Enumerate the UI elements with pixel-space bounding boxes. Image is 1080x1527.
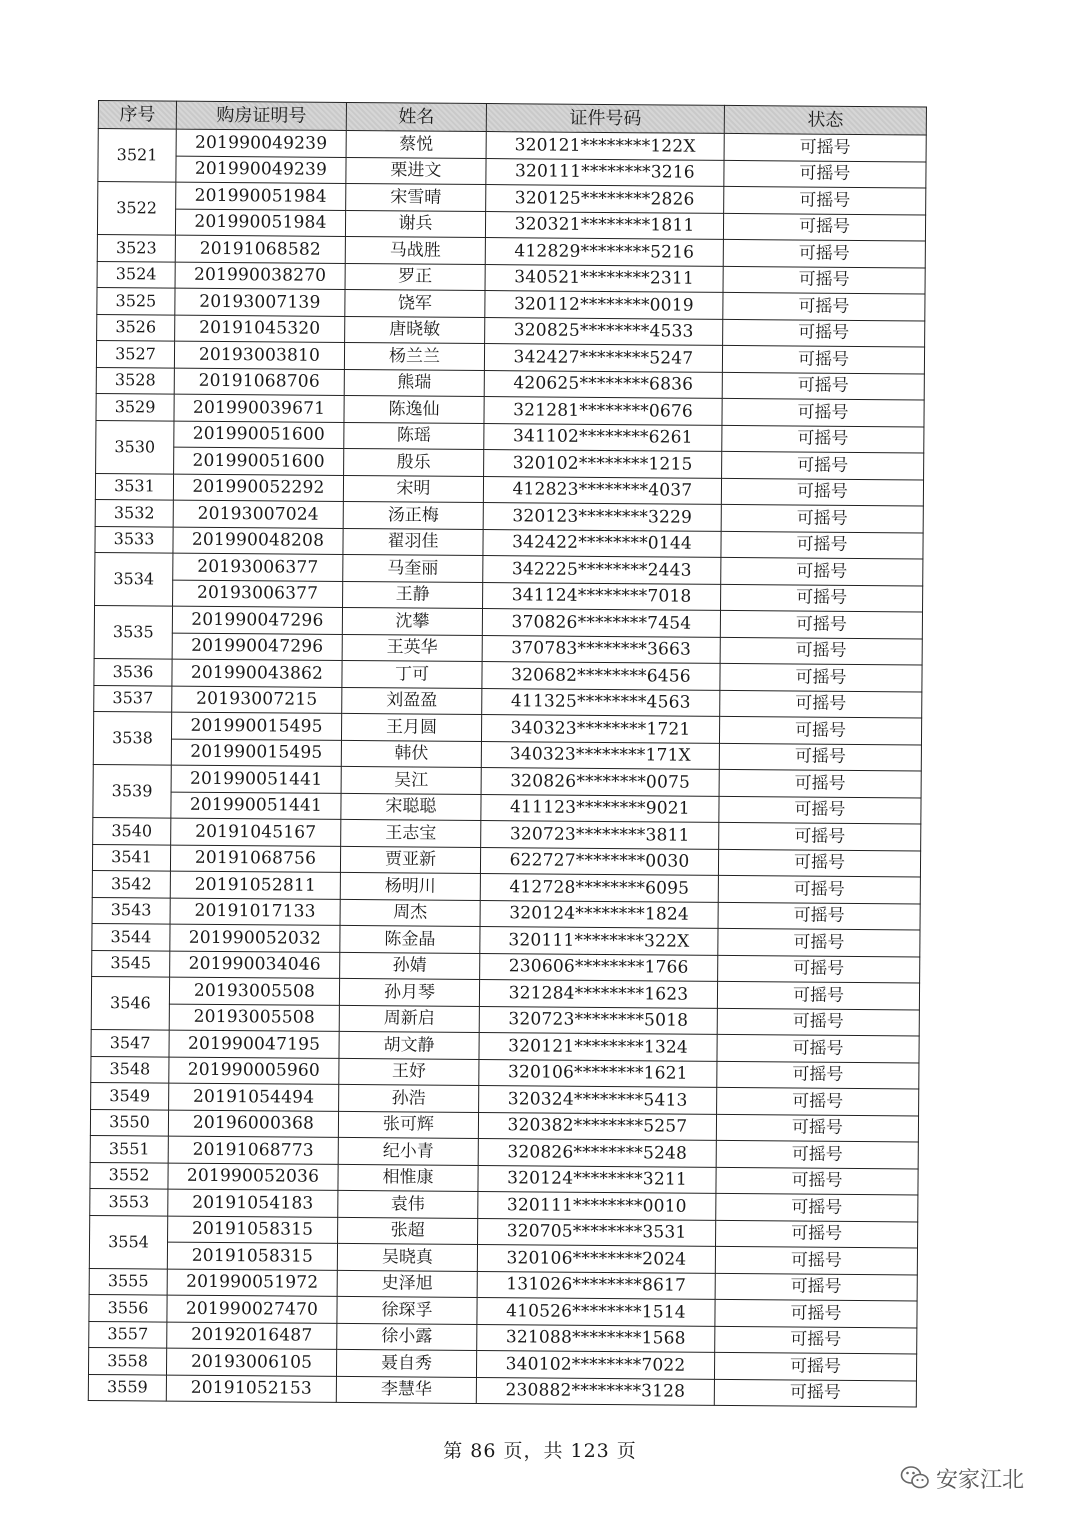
status-cell: 可摇号 bbox=[719, 743, 921, 771]
seq-cell: 3556 bbox=[89, 1294, 167, 1321]
certificate-no-cell: 20191052153 bbox=[166, 1375, 336, 1403]
status-cell: 可摇号 bbox=[715, 1299, 917, 1327]
status-cell: 可摇号 bbox=[721, 478, 923, 506]
status-cell: 可摇号 bbox=[717, 1034, 919, 1062]
table-row bbox=[88, 1374, 916, 1407]
status-cell: 可摇号 bbox=[716, 1114, 918, 1142]
id-number-cell: 230882********3128 bbox=[476, 1377, 714, 1405]
status-cell: 可摇号 bbox=[718, 928, 920, 956]
certificate-no-cell: 20191068773 bbox=[168, 1136, 338, 1164]
seq-cell: 3544 bbox=[92, 923, 170, 950]
name-cell: 相惟康 bbox=[338, 1164, 478, 1192]
id-number-cell: 340102********7022 bbox=[476, 1351, 714, 1379]
seq-cell: 3547 bbox=[91, 1029, 169, 1056]
seq-cell: 3525 bbox=[97, 287, 175, 314]
seq-cell: 3536 bbox=[94, 658, 172, 685]
status-cell: 可摇号 bbox=[724, 186, 926, 214]
seq-cell: 3554 bbox=[89, 1215, 167, 1269]
id-number-cell: 320125********2826 bbox=[486, 185, 724, 213]
status-cell: 可摇号 bbox=[717, 1008, 919, 1036]
status-cell: 可摇号 bbox=[722, 425, 924, 453]
id-number-cell: 131026********8617 bbox=[477, 1271, 715, 1299]
id-number-cell: 320705********3531 bbox=[478, 1218, 716, 1246]
certificate-no-cell: 201990051441 bbox=[171, 765, 341, 793]
certificate-no-cell: 201990052036 bbox=[168, 1163, 338, 1191]
status-cell: 可摇号 bbox=[720, 690, 922, 718]
page-number: 第 86 页，共 123 页 bbox=[443, 1440, 637, 1462]
id-number-cell: 411325********4563 bbox=[482, 688, 720, 716]
name-cell: 谢兵 bbox=[345, 210, 485, 238]
seq-cell: 3549 bbox=[91, 1082, 169, 1109]
id-number-cell: 320102********1215 bbox=[484, 450, 722, 478]
status-cell: 可摇号 bbox=[720, 610, 922, 638]
id-number-cell: 320111********0010 bbox=[478, 1192, 716, 1220]
id-number-cell: 340521********2311 bbox=[485, 264, 723, 292]
status-cell: 可摇号 bbox=[719, 822, 921, 850]
status-cell: 可摇号 bbox=[716, 1140, 918, 1168]
status-cell: 可摇号 bbox=[722, 398, 924, 426]
brand-watermark bbox=[900, 1462, 1024, 1494]
certificate-no-cell: 201990034046 bbox=[170, 951, 340, 979]
certificate-no-cell: 201990051600 bbox=[174, 421, 344, 449]
seq-cell: 3559 bbox=[88, 1374, 166, 1401]
id-number-cell: 230606********1766 bbox=[480, 953, 718, 981]
certificate-no-cell: 201990051984 bbox=[176, 182, 346, 210]
seq-cell: 3555 bbox=[89, 1268, 167, 1295]
name-cell: 殷乐 bbox=[344, 448, 484, 476]
name-cell: 王志宝 bbox=[341, 819, 481, 847]
seq-cell: 3526 bbox=[97, 314, 175, 341]
name-cell: 史泽旭 bbox=[337, 1270, 477, 1298]
seq-cell: 3538 bbox=[93, 711, 171, 765]
id-number-cell: 320106********1621 bbox=[479, 1059, 717, 1087]
id-number-cell: 412823********4037 bbox=[483, 476, 721, 504]
status-cell: 可摇号 bbox=[724, 160, 926, 188]
name-cell: 孙浩 bbox=[339, 1084, 479, 1112]
id-number-cell: 320121********1324 bbox=[479, 1033, 717, 1061]
header-status: 状态 bbox=[724, 105, 926, 135]
id-number-cell: 320111********3216 bbox=[486, 158, 724, 186]
name-cell: 周新启 bbox=[339, 1005, 479, 1033]
header-id-number: 证件号码 bbox=[486, 104, 724, 134]
certificate-no-cell: 20191017133 bbox=[170, 898, 340, 926]
status-cell: 可摇号 bbox=[714, 1352, 916, 1380]
certificate-no-cell: 201990051441 bbox=[171, 792, 341, 820]
id-number-cell: 320123********3229 bbox=[483, 503, 721, 531]
seq-cell: 3553 bbox=[90, 1188, 168, 1215]
name-cell: 胡文静 bbox=[339, 1031, 479, 1059]
status-cell: 可摇号 bbox=[722, 345, 924, 373]
id-number-cell: 320382********5257 bbox=[478, 1112, 716, 1140]
name-cell: 宋雪晴 bbox=[346, 183, 486, 211]
id-number-cell: 321284********1623 bbox=[479, 980, 717, 1008]
name-cell: 王月圆 bbox=[341, 713, 481, 741]
id-number-cell: 320723********5018 bbox=[479, 1006, 717, 1034]
status-cell: 可摇号 bbox=[723, 292, 925, 320]
seq-cell: 3552 bbox=[90, 1162, 168, 1189]
seq-cell: 3537 bbox=[94, 685, 172, 712]
name-cell: 杨兰兰 bbox=[344, 342, 484, 370]
status-cell: 可摇号 bbox=[723, 239, 925, 267]
seq-cell: 3528 bbox=[96, 367, 174, 394]
name-cell: 吴晓真 bbox=[337, 1243, 477, 1271]
seq-cell: 3543 bbox=[92, 897, 170, 924]
status-cell: 可摇号 bbox=[722, 451, 924, 479]
status-cell: 可摇号 bbox=[717, 981, 919, 1009]
id-number-cell: 320682********6456 bbox=[482, 662, 720, 690]
name-cell: 陈金晶 bbox=[340, 925, 480, 953]
lottery-eligibility-table bbox=[88, 100, 927, 1407]
name-cell: 孙月琴 bbox=[339, 978, 479, 1006]
certificate-no-cell: 20191054183 bbox=[168, 1189, 338, 1217]
table-body bbox=[88, 129, 926, 1407]
header-certificate-no: 购房证明号 bbox=[176, 101, 346, 130]
name-cell: 马战胜 bbox=[345, 236, 485, 264]
name-cell: 吴江 bbox=[341, 766, 481, 794]
name-cell: 陈瑶 bbox=[344, 422, 484, 450]
id-number-cell: 321088********1568 bbox=[477, 1324, 715, 1352]
name-cell: 袁伟 bbox=[338, 1190, 478, 1218]
name-cell: 丁可 bbox=[342, 660, 482, 688]
status-cell: 可摇号 bbox=[716, 1167, 918, 1195]
seq-cell: 3524 bbox=[97, 261, 175, 288]
name-cell: 王英华 bbox=[342, 634, 482, 662]
certificate-no-cell: 201990027470 bbox=[167, 1295, 337, 1323]
name-cell: 李慧华 bbox=[336, 1376, 476, 1404]
seq-cell: 3533 bbox=[95, 526, 173, 553]
seq-cell: 3531 bbox=[95, 473, 173, 500]
name-cell: 唐晓敏 bbox=[345, 316, 485, 344]
seq-cell: 3545 bbox=[92, 950, 170, 977]
status-cell: 可摇号 bbox=[716, 1220, 918, 1248]
seq-cell: 3529 bbox=[96, 393, 174, 420]
certificate-no-cell: 20193007215 bbox=[172, 686, 342, 714]
certificate-no-cell: 201990039671 bbox=[174, 394, 344, 422]
certificate-no-cell: 20191054494 bbox=[169, 1083, 339, 1111]
certificate-no-cell: 20193007139 bbox=[175, 288, 345, 316]
brand-name: 安家江北 bbox=[936, 1467, 1025, 1493]
certificate-no-cell: 201990049239 bbox=[176, 156, 346, 184]
certificate-no-cell: 201990047296 bbox=[172, 606, 342, 634]
name-cell: 宋明 bbox=[343, 475, 483, 503]
seq-cell: 3530 bbox=[96, 420, 174, 474]
name-cell: 周杰 bbox=[340, 899, 480, 927]
name-cell: 沈攀 bbox=[342, 607, 482, 635]
status-cell: 可摇号 bbox=[718, 955, 920, 983]
certificate-no-cell: 20191052811 bbox=[170, 871, 340, 899]
name-cell: 徐小露 bbox=[337, 1323, 477, 1351]
id-number-cell: 320826********5248 bbox=[478, 1139, 716, 1167]
status-cell: 可摇号 bbox=[723, 213, 925, 241]
id-number-cell: 420625********6836 bbox=[484, 370, 722, 398]
certificate-no-cell: 20192016487 bbox=[167, 1322, 337, 1350]
id-number-cell: 320111********322X bbox=[480, 927, 718, 955]
wechat-icon bbox=[900, 1465, 930, 1491]
name-cell: 宋聪聪 bbox=[341, 793, 481, 821]
status-cell: 可摇号 bbox=[715, 1273, 917, 1301]
name-cell: 聂自秀 bbox=[336, 1349, 476, 1377]
id-number-cell: 321281********0676 bbox=[484, 397, 722, 425]
id-number-cell: 340323********1721 bbox=[481, 715, 719, 743]
certificate-no-cell: 201990051600 bbox=[174, 447, 344, 475]
certificate-no-cell: 20193006377 bbox=[173, 580, 343, 608]
status-cell: 可摇号 bbox=[719, 796, 921, 824]
id-number-cell: 341102********6261 bbox=[484, 423, 722, 451]
seq-cell: 3521 bbox=[98, 129, 176, 183]
name-cell: 翟羽佳 bbox=[343, 528, 483, 556]
certificate-no-cell: 20193007024 bbox=[173, 500, 343, 528]
id-number-cell: 320826********0075 bbox=[481, 768, 719, 796]
seq-cell: 3550 bbox=[90, 1109, 168, 1136]
name-cell: 杨明川 bbox=[340, 872, 480, 900]
id-number-cell: 410526********1514 bbox=[477, 1298, 715, 1326]
id-number-cell: 320106********2024 bbox=[477, 1245, 715, 1273]
name-cell: 蔡悦 bbox=[346, 130, 486, 158]
status-cell: 可摇号 bbox=[718, 875, 920, 903]
certificate-no-cell: 201990052032 bbox=[170, 924, 340, 952]
status-cell: 可摇号 bbox=[719, 716, 921, 744]
seq-cell: 3522 bbox=[97, 182, 175, 236]
status-cell: 可摇号 bbox=[714, 1379, 916, 1407]
id-number-cell: 320112********0019 bbox=[485, 291, 723, 319]
certificate-no-cell: 201990047296 bbox=[172, 633, 342, 661]
name-cell: 张可辉 bbox=[338, 1111, 478, 1139]
certificate-no-cell: 201990043862 bbox=[172, 659, 342, 687]
status-cell: 可摇号 bbox=[722, 372, 924, 400]
certificate-no-cell: 201990049239 bbox=[176, 129, 346, 157]
name-cell: 罗正 bbox=[345, 263, 485, 291]
id-number-cell: 320825********4533 bbox=[485, 317, 723, 345]
certificate-no-cell: 201990015495 bbox=[171, 712, 341, 740]
status-cell: 可摇号 bbox=[720, 637, 922, 665]
status-cell: 可摇号 bbox=[718, 902, 920, 930]
id-number-cell: 320124********1824 bbox=[480, 900, 718, 928]
status-cell: 可摇号 bbox=[721, 504, 923, 532]
certificate-no-cell: 20193003810 bbox=[174, 341, 344, 369]
seq-cell: 3542 bbox=[92, 870, 170, 897]
document-sheet bbox=[88, 100, 926, 1407]
name-cell: 汤正梅 bbox=[343, 501, 483, 529]
name-cell: 徐琛孚 bbox=[337, 1296, 477, 1324]
seq-cell: 3548 bbox=[91, 1056, 169, 1083]
id-number-cell: 370783********3663 bbox=[482, 635, 720, 663]
status-cell: 可摇号 bbox=[721, 557, 923, 585]
name-cell: 陈逸仙 bbox=[344, 395, 484, 423]
header-name: 姓名 bbox=[346, 102, 486, 131]
certificate-no-cell: 20193006105 bbox=[166, 1348, 336, 1376]
name-cell: 饶军 bbox=[345, 289, 485, 317]
id-number-cell: 411123********9021 bbox=[481, 794, 719, 822]
certificate-no-cell: 20193006377 bbox=[173, 553, 343, 581]
seq-cell: 3558 bbox=[88, 1347, 166, 1374]
certificate-no-cell: 20193005508 bbox=[169, 1004, 339, 1032]
certificate-no-cell: 20191068756 bbox=[170, 845, 340, 873]
certificate-no-cell: 20191068706 bbox=[174, 368, 344, 396]
certificate-no-cell: 20191045167 bbox=[171, 818, 341, 846]
seq-cell: 3539 bbox=[93, 764, 171, 818]
id-number-cell: 342225********2443 bbox=[483, 556, 721, 584]
status-cell: 可摇号 bbox=[721, 584, 923, 612]
status-cell: 可摇号 bbox=[719, 769, 921, 797]
id-number-cell: 342427********5247 bbox=[484, 344, 722, 372]
id-number-cell: 320121********122X bbox=[486, 132, 724, 160]
certificate-no-cell: 201990015495 bbox=[171, 739, 341, 767]
name-cell: 贾亚新 bbox=[340, 846, 480, 874]
certificate-no-cell: 20191058315 bbox=[167, 1242, 337, 1270]
seq-cell: 3534 bbox=[95, 552, 173, 606]
seq-cell: 3546 bbox=[91, 976, 169, 1030]
status-cell: 可摇号 bbox=[717, 1061, 919, 1089]
status-cell: 可摇号 bbox=[723, 266, 925, 294]
status-cell: 可摇号 bbox=[720, 663, 922, 691]
id-number-cell: 622727********0030 bbox=[480, 847, 718, 875]
status-cell: 可摇号 bbox=[716, 1193, 918, 1221]
id-number-cell: 320324********5413 bbox=[479, 1086, 717, 1114]
status-cell: 可摇号 bbox=[723, 319, 925, 347]
certificate-no-cell: 201990052292 bbox=[173, 474, 343, 502]
seq-cell: 3535 bbox=[94, 605, 172, 659]
certificate-no-cell: 201990047195 bbox=[169, 1030, 339, 1058]
id-number-cell: 342422********0144 bbox=[483, 529, 721, 557]
seq-cell: 3523 bbox=[97, 234, 175, 261]
certificate-no-cell: 201990051984 bbox=[175, 209, 345, 237]
certificate-no-cell: 201990051972 bbox=[167, 1269, 337, 1297]
name-cell: 马奎丽 bbox=[343, 554, 483, 582]
status-cell: 可摇号 bbox=[721, 531, 923, 559]
seq-cell: 3557 bbox=[89, 1321, 167, 1348]
name-cell: 王静 bbox=[343, 581, 483, 609]
name-cell: 熊瑞 bbox=[344, 369, 484, 397]
seq-cell: 3540 bbox=[93, 817, 171, 844]
name-cell: 栗进文 bbox=[346, 157, 486, 185]
certificate-no-cell: 20191068582 bbox=[175, 235, 345, 263]
certificate-no-cell: 20196000368 bbox=[168, 1110, 338, 1138]
certificate-no-cell: 20193005508 bbox=[169, 977, 339, 1005]
certificate-no-cell: 20191045320 bbox=[175, 315, 345, 343]
certificate-no-cell: 201990005960 bbox=[169, 1057, 339, 1085]
certificate-no-cell: 201990038270 bbox=[175, 262, 345, 290]
certificate-no-cell: 201990048208 bbox=[173, 527, 343, 555]
id-number-cell: 412728********6095 bbox=[480, 874, 718, 902]
name-cell: 王妤 bbox=[339, 1058, 479, 1086]
name-cell: 刘盈盈 bbox=[342, 687, 482, 715]
status-cell: 可摇号 bbox=[715, 1326, 917, 1354]
seq-cell: 3527 bbox=[96, 340, 174, 367]
name-cell: 张超 bbox=[338, 1217, 478, 1245]
name-cell: 纪小青 bbox=[338, 1137, 478, 1165]
name-cell: 韩伏 bbox=[341, 740, 481, 768]
id-number-cell: 412829********5216 bbox=[485, 238, 723, 266]
seq-cell: 3551 bbox=[90, 1135, 168, 1162]
name-cell: 孙婧 bbox=[340, 952, 480, 980]
id-number-cell: 320321********1811 bbox=[485, 211, 723, 239]
id-number-cell: 370826********7454 bbox=[482, 609, 720, 637]
id-number-cell: 340323********171X bbox=[481, 741, 719, 769]
id-number-cell: 320723********3811 bbox=[481, 821, 719, 849]
id-number-cell: 341124********7018 bbox=[483, 582, 721, 610]
header-seq: 序号 bbox=[98, 101, 176, 130]
status-cell: 可摇号 bbox=[718, 849, 920, 877]
seq-cell: 3541 bbox=[92, 844, 170, 871]
seq-cell: 3532 bbox=[95, 499, 173, 526]
certificate-no-cell: 20191058315 bbox=[168, 1216, 338, 1244]
status-cell: 可摇号 bbox=[724, 133, 926, 161]
id-number-cell: 320124********3211 bbox=[478, 1165, 716, 1193]
status-cell: 可摇号 bbox=[715, 1246, 917, 1274]
status-cell: 可摇号 bbox=[717, 1087, 919, 1115]
